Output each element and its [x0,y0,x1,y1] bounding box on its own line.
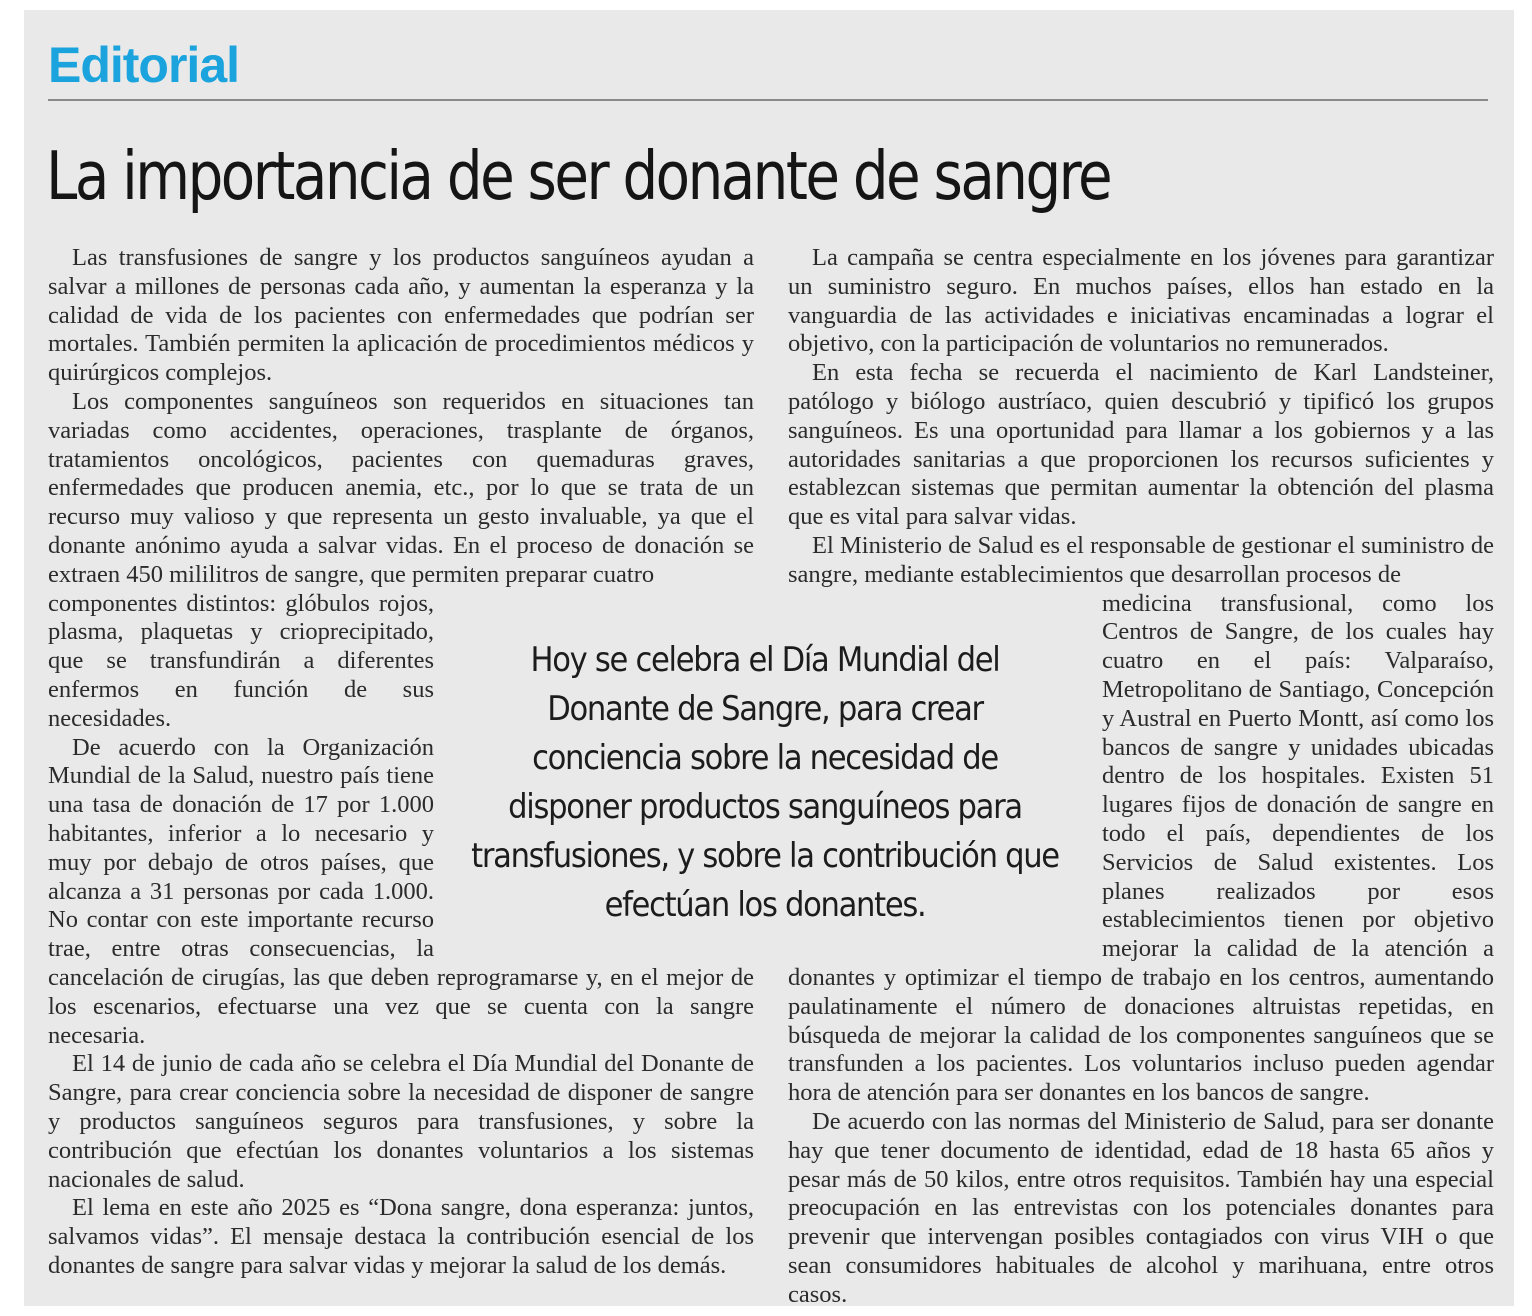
paragraph: El Ministerio de Salud es el responsable de gestionar el suministro de sangre, mediante establecimientos que desarrollan procesos de [788,531,1494,588]
paragraph: De acuerdo con las normas del Ministerio de Salud, para ser donante hay que tener documento de identidad, edad de 18 hasta 65 años y pesar más de 50 kilos, entre otros requisitos. También hay una especial preocupación en las entrevistas con los potenciales donantes para prevenir que intervengan posibles contagiados con virus VIH o que sean consumidores habituales de alcohol y marihuana, entre otros casos. [788,1107,1494,1308]
paragraph: Los componentes sanguíneos son requeridos en situaciones tan variadas como accidentes, operaciones, trasplante de órganos, tratamientos oncológicos, pacientes con quemaduras graves, enfermedades que producen anemia, etc., por lo que se trata de un recurso muy valioso y que representa un gesto invaluable, ya que el donante anónimo ayuda a salvar vidas. En el proceso de donación se extraen 450 mililitros de sangre, que permiten preparar cuatro [48,387,754,588]
paragraph: En esta fecha se recuerda el nacimiento de Karl Landsteiner, patólogo y biólogo austríaco, quien descubrió y tipificó los grupos sanguíneos. Es una oportunidad para llamar a los gobiernos y a las autoridades sanitarias a que proporcionen los recursos suficientes y establezcan sistemas que permitan aumentar la obtención del plasma que es vital para salvar vidas. [788,359,1494,531]
paragraph-continued: medicina transfusional, como los Centros de Sangre, de los cuales hay cuatro en el país: Valparaíso, Metropolitano de Santiago, Concepción y Austral en Puerto Montt, así como los bancos de sangre y unidades ubicadas dentro de los hospitales. Existen 51 lugares fijos de donación de sangre en todo el país, dependientes de los Servicios de Salud existentes. Los planes realizados por esos establecimientos tienen por objetivo mejorar la calidad de la atención a donantes y optimizar el tiempo de trabajo en los centros, aumentando paulatinamente el número de donaciones altruistas repetidas, en búsqueda de mejorar la calidad de los componentes sanguíneos que se transfunden a los pacientes. Los voluntarios incluso pueden agendar hora de atención para ser donantes en los bancos de sangre. [788,589,1494,1107]
section-rule [48,99,1488,101]
section-label: Editorial [48,37,240,93]
paragraph: El 14 de junio de cada año se celebra el Día Mundial del Donante de Sangre, para crear conciencia sobre la necesidad de disponer de sangre y productos sanguíneos seguros para transfusiones, y sobre la contribución que efectúan los donantes voluntarios a los sistemas nacionales de salud. [48,1050,754,1193]
headline: La importancia de ser donante de sangre [46,137,1111,215]
paragraph: Las transfusiones de sangre y los productos sanguíneos ayudan a salvar a millones de personas cada año, y aumentan la esperanza y la calidad de vida de los pacientes con enfermedades que podrían ser mortales. También permiten la aplicación de procedimientos médicos y quirúrgicos complejos. [48,244,754,387]
pull-quote: Hoy se celebra el Día Mundial del Donante de Sangre, para crear conciencia sobre la necesidad de disponer productos sanguíneos para transfusiones, y sobre la contribución que efectúan los donantes. [471,640,1059,925]
paragraph-continued: componentes distintos: glóbulos rojos, plasma, plaquetas y crioprecipitado, que se transfundirán a diferentes enfermos en función de sus necesidades. [48,590,754,734]
paragraph: El lema en este año 2025 es “Dona sangre, dona esperanza: juntos, salvamos vidas”. El mensaje destaca la contribución esencial de los donantes de sangre para salvar vidas y mejorar la salud de los demás. [48,1194,754,1279]
paragraph: De acuerdo con la Organización Mundial de la Salud, nuestro país tiene una tasa de donación de 17 por 1.000 habitantes, inferior a lo necesario y muy por debajo de otros países, que alcanza a 31 personas por cada 1.000. No contar con este importante recurso trae, entre otras consecuencias, la cancelación de cirugías, las que deben reprogramarse y, en el mejor de los escenarios, efectuarse una vez que se cuenta con la sangre necesaria. [48,733,754,1049]
paragraph: La campaña se centra especialmente en los jóvenes para garantizar un suministro seguro. En muchos países, ellos han estado en la vanguardia de las actividades e iniciativas encaminadas a lograr el objetivo, con la participación de voluntarios no remunerados. [788,244,1494,358]
